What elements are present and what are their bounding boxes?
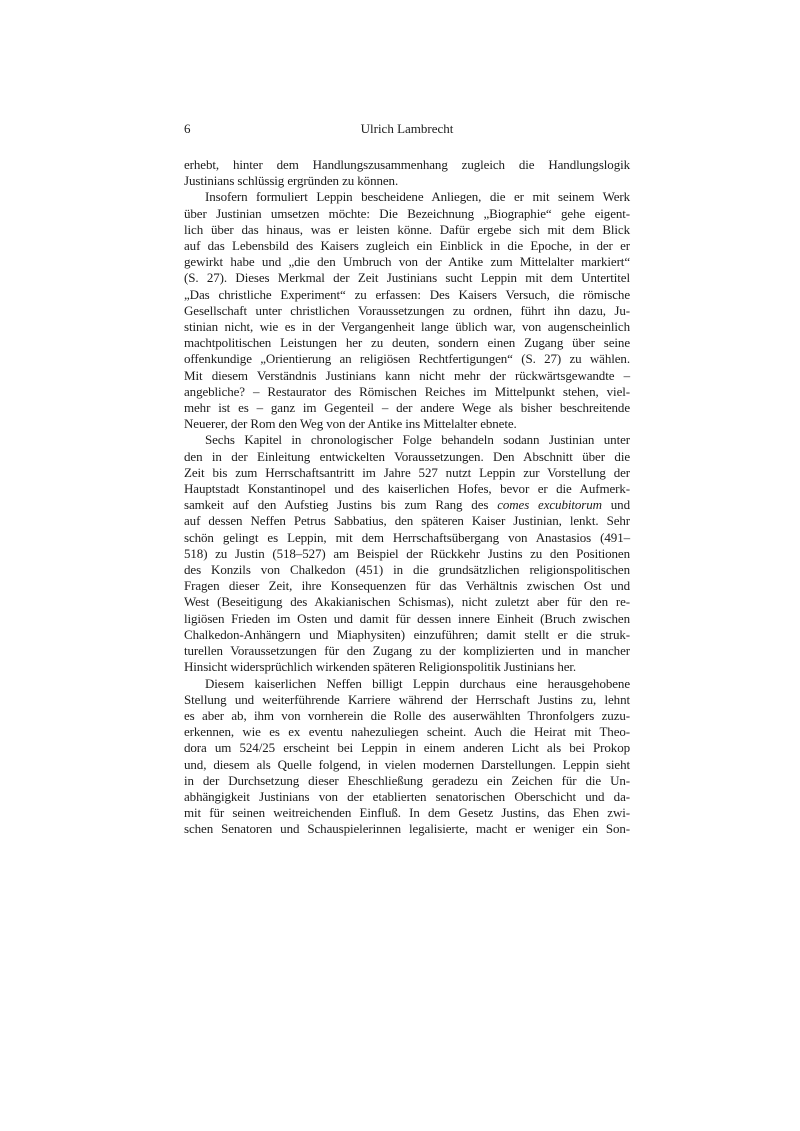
- text-line: schön gelingt es Leppin, mit dem Herrschaftsübergang von Anastasios (491–: [184, 529, 630, 545]
- paragraph: [184, 189, 630, 432]
- text-line: Chalkedon-Anhängern und Miaphysiten) einzuführen; damit stellt er die struk-: [184, 626, 630, 642]
- text-line: und, diesem als Quelle folgend, in vielen modernen Darstellungen. Leppin sieht: [184, 756, 630, 772]
- text-line: Gesellschaft unter christlichen Voraussetzungen zu ordnen, führt ihn dazu, Ju-: [184, 302, 630, 318]
- text-line: Zeit bis zum Herrschaftsantritt im Jahre 527 nutzt Leppin zur Vorstellung der: [184, 464, 630, 480]
- text-line: auf dessen Neffen Petrus Sabbatius, den späteren Kaiser Justinian, lenkt. Sehr: [184, 513, 630, 529]
- text-line: West (Beseitigung des Akakianischen Schismas), nicht zuletzt aber für den re-: [184, 594, 630, 610]
- text-line: schen Senatoren und Schauspielerinnen legalisierte, macht er weniger ein Son-: [184, 821, 630, 837]
- text-line: Insofern formuliert Leppin bescheidene Anliegen, die er mit seinem Werk: [205, 189, 630, 205]
- text-line: in der Durchsetzung dieser Eheschließung geradezu ein Zeichen für die Un-: [184, 772, 630, 788]
- text-line: ligiösen Frieden im Osten und damit für dessen innere Einheit (Bruch zwischen: [184, 610, 630, 626]
- text-line: Neuerer, der Rom den Weg von der Antike ins Mittelalter ebnete.: [184, 416, 517, 432]
- paragraph: [184, 676, 630, 838]
- text-line: stinian nicht, wie es in der Vergangenheit lange üblich war, von augenscheinlich: [184, 319, 630, 335]
- text-line: lich über das hinaus, was er leisten könne. Dafür ergebe sich mit dem Blick: [184, 221, 630, 237]
- text-line: (S. 27). Dieses Merkmal der Zeit Justinians sucht Leppin mit dem Untertitel: [184, 270, 630, 286]
- text-line: 518) zu Justin (518–527) am Beispiel der Rückkehr Justins zu den Positionen: [184, 545, 630, 561]
- text-line: turellen Voraussetzungen für den Zugang zu der komplizierten und in mancher: [184, 643, 630, 659]
- text-line: Sechs Kapitel in chronologischer Folge behandeln sodann Justinian unter: [205, 432, 630, 448]
- paragraph: [184, 157, 630, 189]
- text-line: Fragen dieser Zeit, ihre Konsequenzen für das Verhältnis zwischen Ost und: [184, 578, 630, 594]
- text-line: den in der Einleitung entwickelten Voraussetzungen. Den Abschnitt über die: [184, 448, 630, 464]
- text-line: Diesem kaiserlichen Neffen billigt Leppin durchaus eine herausgehobene: [205, 675, 630, 691]
- text-line: mit für seinen weitreichenden Einfluß. In dem Gesetz Justins, das Ehen zwi-: [184, 805, 630, 821]
- text-line: Stellung und weiterführende Karriere während der Herrschaft Justins zu, lehnt: [184, 691, 630, 707]
- text-line: Hauptstadt Konstantinopel und des kaiserlichen Hofes, bevor er die Aufmerk-: [184, 481, 630, 497]
- text-line: abhängigkeit Justinians von der etablierten senatorischen Oberschicht und da-: [184, 788, 630, 804]
- text-line: Hinsicht widersprüchlich wirkenden späteren Religionspolitik Justinians her.: [184, 659, 577, 675]
- text-line: erhebt, hinter dem Handlungszusammenhang zugleich die Handlungslogik: [184, 157, 630, 172]
- text-line: angebliche? – Restaurator des Römischen Reiches im Mittelpunkt stehen, viel-: [184, 383, 630, 399]
- text-line: gewirkt habe und „die den Umbruch von der Antike zum Mittelalter markiert“: [184, 254, 630, 270]
- text-line: „Das christliche Experiment“ zu erfassen: Des Kaisers Versuch, die römische: [184, 286, 630, 302]
- body-text: [184, 157, 630, 838]
- text-line: mehr ist es – ganz im Gegenteil – der andere Wege als bisher beschreitende: [184, 400, 630, 416]
- text-line: auf das Lebensbild des Kaisers zugleich ein Einblick in die Epoche, in der er: [184, 238, 630, 254]
- text-line: Justinians schlüssig ergründen zu können.: [184, 173, 399, 189]
- text-line: machtpolitischen Leistungen her zu deuten, sondern einen Zugang über seine: [184, 335, 630, 351]
- paragraph: [184, 432, 630, 675]
- running-header-title: Ulrich Lambrecht: [360, 121, 454, 136]
- text-line: erkennen, wie es ex eventu nahezuliegen scheint. Auch die Heirat mit Theo-: [184, 724, 630, 740]
- text-line: es aber ab, ihm von vornherein die Rolle des auserwählten Thronfolgers zuzu-: [184, 707, 630, 723]
- text-line: dora um 524/25 erscheint bei Leppin in einem anderen Licht als bei Prokop: [184, 740, 630, 756]
- page-number: 6: [184, 121, 191, 136]
- text-line: offenkundige „Orientierung an religiösen Rechtfertigungen“ (S. 27) zu wählen.: [184, 351, 630, 367]
- running-header: [184, 120, 630, 137]
- text-line: samkeit auf den Aufstieg Justins bis zum Rang des comes excubitorum und: [184, 497, 630, 513]
- text-column: [184, 120, 630, 838]
- text-line: über Justinian umsetzen möchte: Die Bezeichnung „Biographie“ gehe eigent-: [184, 205, 630, 221]
- text-line: Mit diesem Verständnis Justinians kann nicht mehr der rückwärtsgewandte –: [184, 367, 630, 383]
- text-line: des Konzils von Chalkedon (451) in die grundsätzlichen religionspolitischen: [184, 562, 630, 578]
